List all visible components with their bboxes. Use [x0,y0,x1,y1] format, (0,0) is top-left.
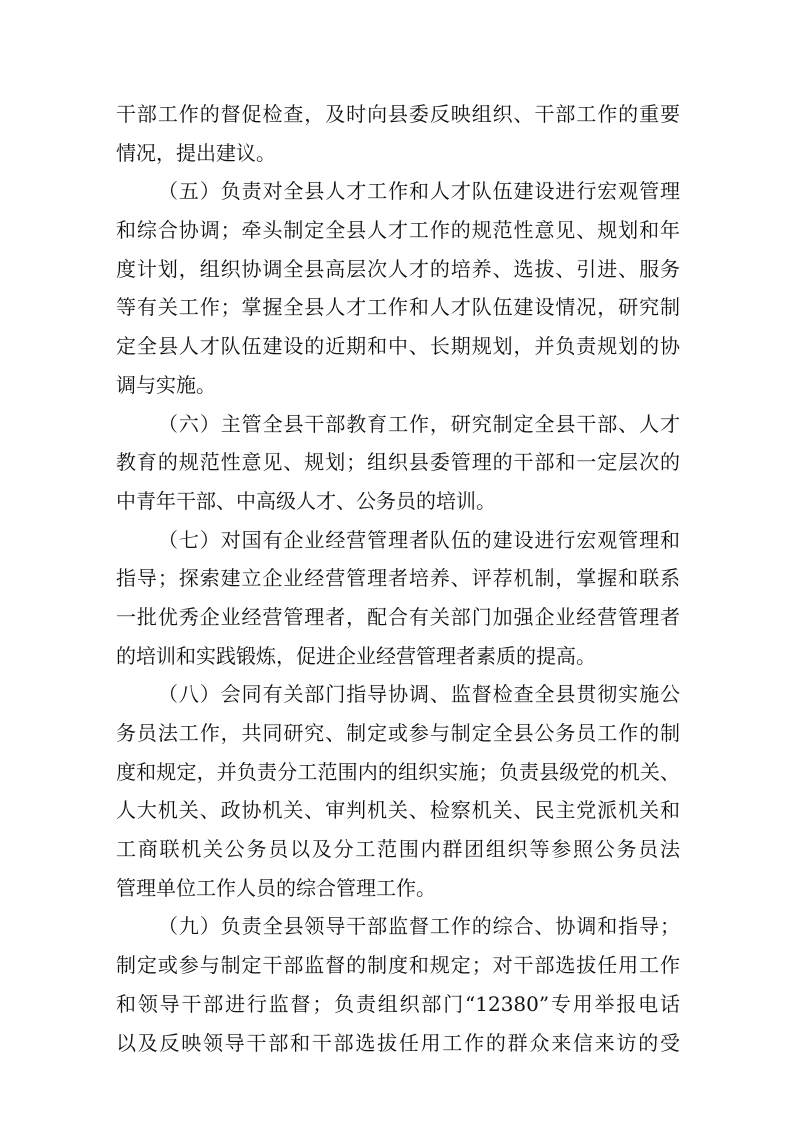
text-line: 和领导干部进行监督；负责组织部门“12380”专用举报电话 [116,991,680,1016]
text-line: 的培训和实践锻炼，促进企业经营管理者素质的提高。 [116,643,596,668]
text-line: 管理单位工作人员的综合管理工作。 [116,875,436,900]
paragraph-8-line: （八）会同有关部门指导协调、监督检查全县贯彻实施公 [158,682,680,707]
document-body [116,95,680,1062]
text-line: 工商联机关公务员以及分工范围内群团组织等参照公务员法 [116,837,680,862]
text-line: 和综合协调；牵头制定全县人才工作的规范性意见、规划和年 [116,218,680,243]
text-line: 度计划，组织协调全县高层次人才的培养、选拔、引进、服务 [116,256,680,281]
text-line: 务员法工作，共同研究、制定或参与制定全县公务员工作的制 [116,721,680,745]
text-line: 度和规定，并负责分工范围内的组织实施；负责县级党的机关、 [116,759,680,784]
paragraph-7-line: （七）对国有企业经营管理者队伍的建设进行宏观管理和 [158,527,680,552]
text-line: 制定或参与制定干部监督的制度和规定；对干部选拔任用工作 [116,953,680,978]
paragraph-6-line: （六）主管全县干部教育工作，研究制定全县干部、人才 [158,411,680,436]
text-line: 以及反映领导干部和干部选拔任用工作的群众来信来访的受 [116,1030,680,1055]
text-line: 人大机关、政协机关、审判机关、检察机关、民主党派机关和 [116,798,680,823]
text-line: 指导；探索建立企业经营管理者培养、评荐机制，掌握和联系 [116,566,680,591]
text-line: 情况，提出建议。 [116,140,276,165]
text-line: 一批优秀企业经营管理者，配合有关部门加强企业经营管理者 [116,604,680,629]
text-line: 等有关工作；掌握全县人才工作和人才队伍建设情况，研究制 [116,295,680,320]
text-line: 定全县人才队伍建设的近期和中、长期规划，并负责规划的协 [116,334,680,359]
text-line: 干部工作的督促检查，及时向县委反映组织、干部工作的重要 [116,102,680,126]
paragraph-5-line: （五）负责对全县人才工作和人才队伍建设进行宏观管理 [158,179,680,204]
paragraph-9-line: （九）负责全县领导干部监督工作的综合、协调和指导； [158,914,680,939]
text-line: 中青年干部、中高级人才、公务员的培训。 [116,488,496,513]
text-line: 教育的规范性意见、规划；组织县委管理的干部和一定层次的 [116,450,680,475]
text-line: 调与实施。 [116,372,216,397]
